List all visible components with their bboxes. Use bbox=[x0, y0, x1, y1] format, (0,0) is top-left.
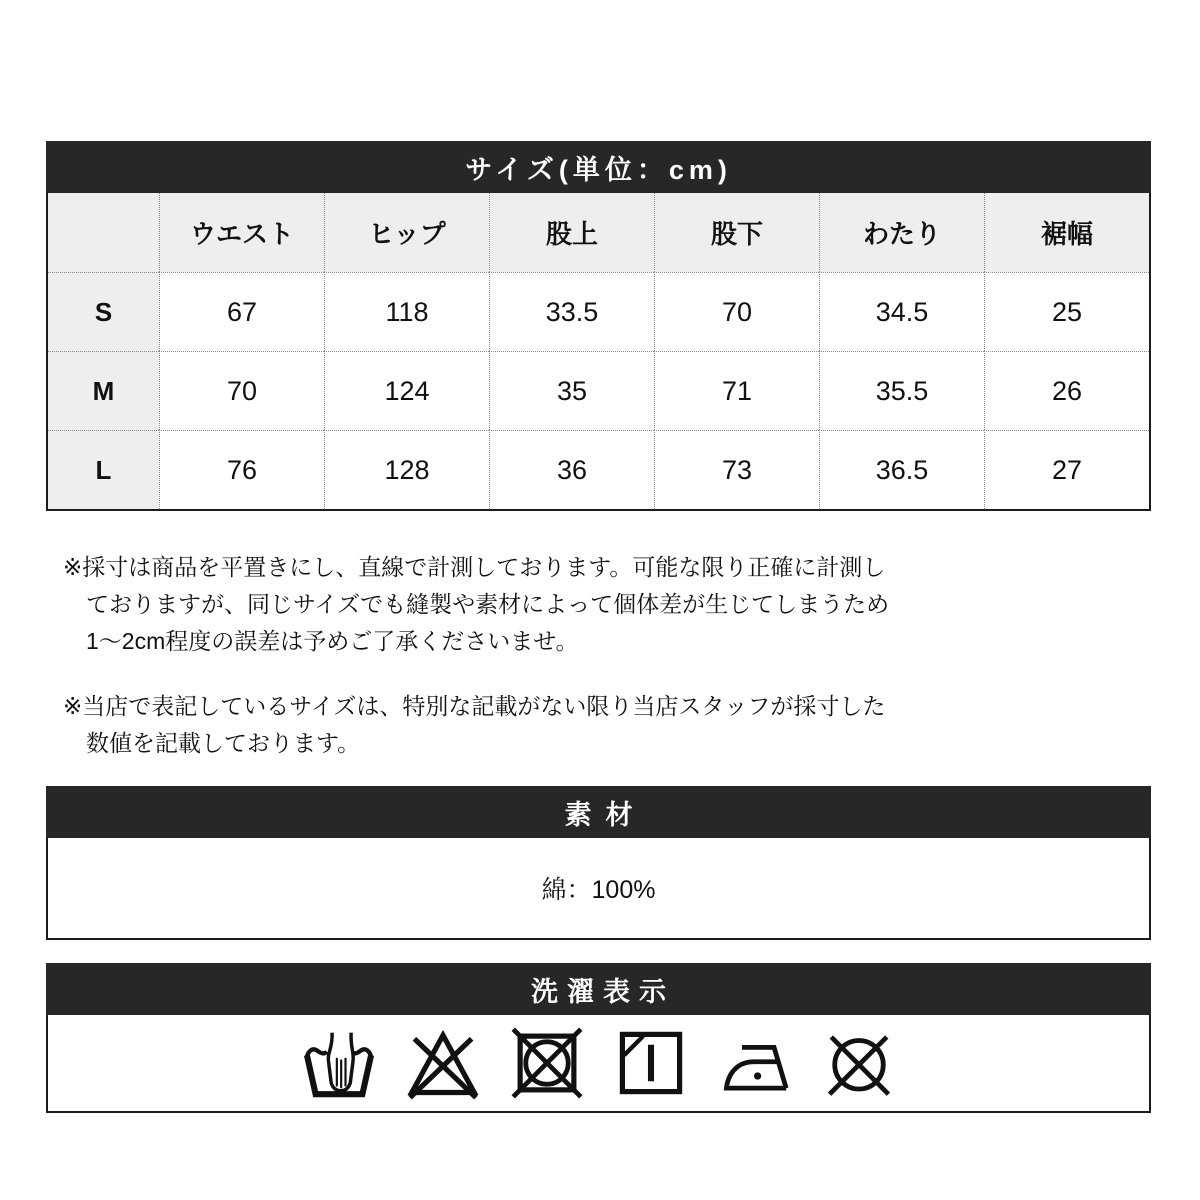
size-table-cell: 35 bbox=[489, 351, 654, 430]
size-table-row-label-l: L bbox=[48, 430, 159, 509]
size-table-cell: 76 bbox=[159, 430, 324, 509]
do-not-bleach-icon bbox=[404, 1024, 482, 1102]
size-table-cell: 36.5 bbox=[819, 430, 984, 509]
note-line: 数値を記載しております。 bbox=[86, 730, 361, 756]
note-measurement-method bbox=[63, 549, 983, 660]
care-section bbox=[46, 963, 1151, 1113]
size-table-column-header-rise: 股上 bbox=[489, 193, 654, 272]
size-table-cell: 124 bbox=[324, 351, 489, 430]
material-value-box bbox=[46, 838, 1151, 940]
size-table-column-header-waist: ウエスト bbox=[159, 193, 324, 272]
note-line: ておりますが、同じサイズでも縫製や素材によって個体差が生じてしまうため bbox=[86, 591, 890, 617]
size-table-row-label-m: M bbox=[48, 351, 159, 430]
note-line: 1〜2cm程度の誤差は予めご了承くださいませ。 bbox=[86, 628, 579, 654]
size-table-cell: 26 bbox=[984, 351, 1149, 430]
size-section bbox=[46, 141, 1151, 511]
hand-wash-icon bbox=[300, 1024, 378, 1102]
size-table-cell: 71 bbox=[654, 351, 819, 430]
care-section-header-bar bbox=[46, 963, 1151, 1015]
material-section-title: 素材 bbox=[564, 799, 647, 830]
note-staff-measured bbox=[63, 688, 983, 762]
size-table-column-header-hip: ヒップ bbox=[324, 193, 489, 272]
material-section-header-bar bbox=[46, 786, 1151, 838]
size-table-column-header-thigh: わたり bbox=[819, 193, 984, 272]
size-table-cell: 36 bbox=[489, 430, 654, 509]
size-table-cell: 34.5 bbox=[819, 272, 984, 351]
size-table-column-header-inseam: 股下 bbox=[654, 193, 819, 272]
size-section-title: サイズ(単位：cm) bbox=[465, 154, 732, 185]
size-table-cell: 70 bbox=[654, 272, 819, 351]
size-table-corner-cell bbox=[48, 193, 159, 272]
care-section-title: 洗濯表示 bbox=[531, 976, 675, 1007]
size-table-cell: 118 bbox=[324, 272, 489, 351]
do-not-dry-clean-icon bbox=[820, 1024, 898, 1102]
size-table-cell: 128 bbox=[324, 430, 489, 509]
material-section bbox=[46, 786, 1151, 940]
care-symbols-box bbox=[46, 1015, 1151, 1113]
size-section-header-bar bbox=[46, 141, 1151, 193]
drip-dry-in-shade-icon bbox=[612, 1024, 690, 1102]
note-line: ※採寸は商品を平置きにし、直線で計測しております。可能な限り正確に計測し bbox=[63, 554, 886, 580]
size-table-column-header-hem: 裾幅 bbox=[984, 193, 1149, 272]
do-not-tumble-dry-icon bbox=[508, 1024, 586, 1102]
size-table-cell: 70 bbox=[159, 351, 324, 430]
iron-low-heat-icon bbox=[716, 1024, 794, 1102]
size-table-cell: 25 bbox=[984, 272, 1149, 351]
size-table-cell: 33.5 bbox=[489, 272, 654, 351]
size-table-cell: 67 bbox=[159, 272, 324, 351]
size-table-row-label-s: S bbox=[48, 272, 159, 351]
note-line: ※当店で表記しているサイズは、特別な記載がない限り当店スタッフが採寸した bbox=[63, 693, 886, 719]
size-table bbox=[46, 193, 1151, 511]
size-table-cell: 73 bbox=[654, 430, 819, 509]
material-value: 綿：100% bbox=[541, 876, 656, 904]
size-table-cell: 35.5 bbox=[819, 351, 984, 430]
size-table-cell: 27 bbox=[984, 430, 1149, 509]
measurement-notes bbox=[63, 549, 983, 762]
